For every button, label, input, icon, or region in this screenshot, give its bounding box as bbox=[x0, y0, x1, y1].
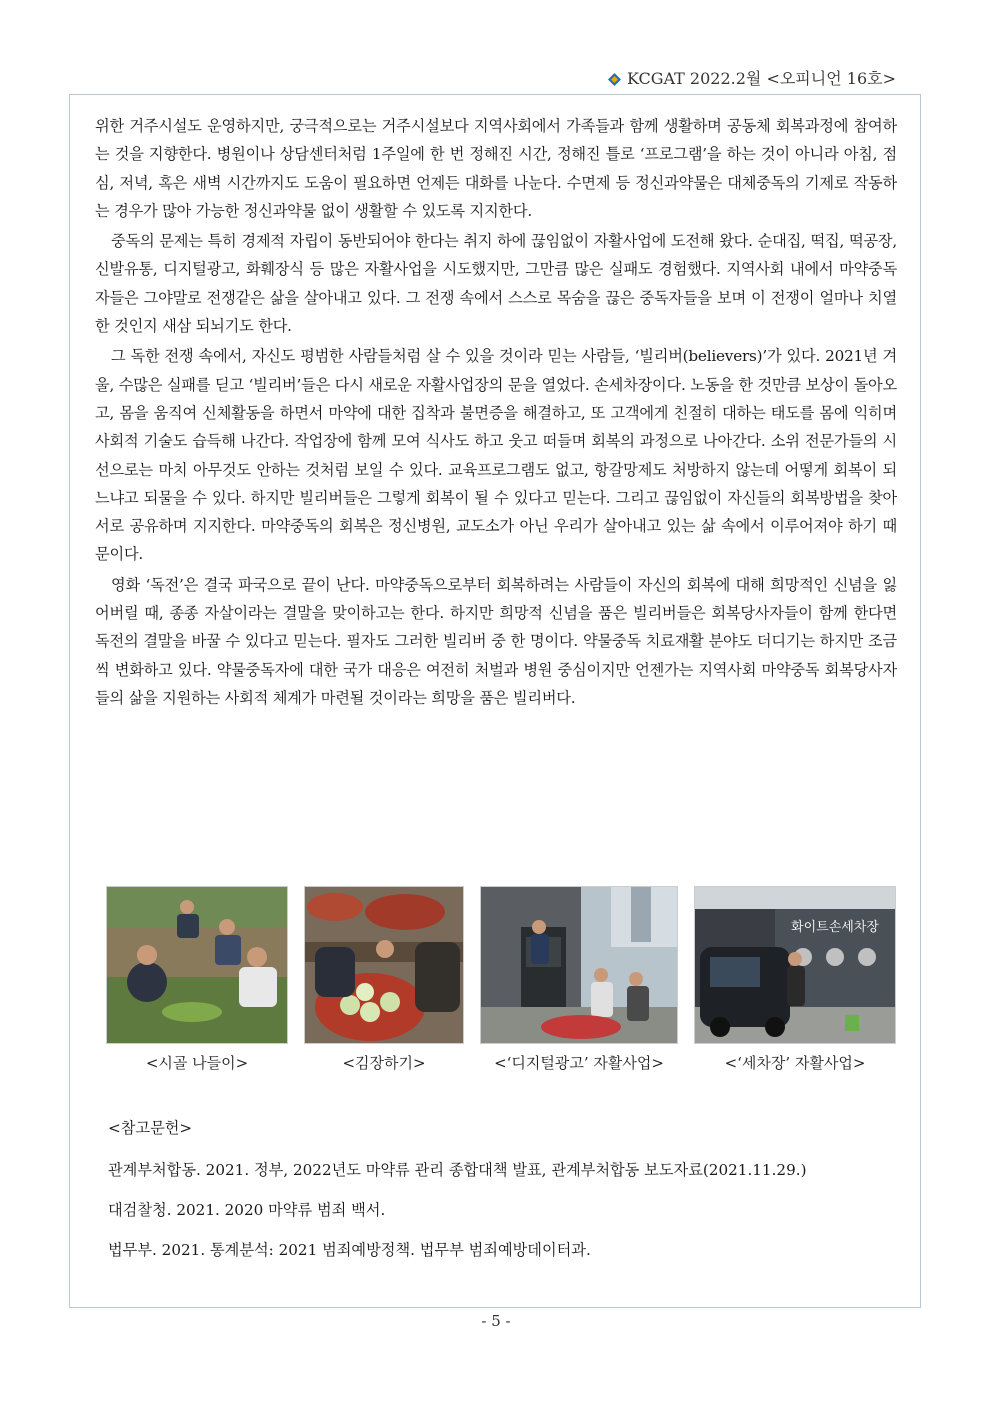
photo-card-countryside bbox=[106, 886, 288, 1073]
page-header bbox=[608, 66, 896, 89]
photo-caption: <‘세차장’ 자활사업> bbox=[724, 1054, 866, 1072]
photo-card-kimjang bbox=[304, 886, 464, 1073]
photo-caption: <‘디지털광고’ 자활사업> bbox=[494, 1054, 664, 1072]
paragraph-1: 위한 거주시설도 운영하지만, 궁극적으로는 거주시설보다 지역사회에서 가족들과 함께 생활하며 공동체 회복과정에 참여하는 것을 지향한다. 병원이나 상담센터처럼 1주일에 한 번 정해진 시간, 정해진 틀로 ‘프로그램’을 하는 것이 아니라 아침, 점심, 저녁, 혹은 새벽 시간까지도 도움이 필요하면 언제든 대화를 나눈다. 수면제 등 정신과약물은 대체중독의 기제로 작동하는 경우가 많아 가능한 정신과약물 없이 생활할 수 있도록 지지한다. bbox=[95, 117, 897, 220]
paragraph-4: 영화 ‘독전’은 결국 파국으로 끝이 난다. 마약중독으로부터 회복하려는 사람들이 자신의 회복에 대해 희망적인 신념을 잃어버릴 때, 종종 자살이라는 결말을 맞이하고는 한다. 하지만 희망적 신념을 품은 빌리버들은 회복당사자들이 함께 한다면 독전의 결말을 바꿀 수 있다고 믿는다. 필자도 그러한 빌리버 중 한 명이다. 약물중독 치료재활 분야도 더디기는 하지만 조금씩 변화하고 있다. 약물중독자에 대한 국가 대응은 여전히 처벌과 병원 중심이지만 언젠가는 지역사회 마약중독 회복당사자들의 삶을 지원하는 사회적 체계가 마련될 것이라는 희망을 품은 빌리버다. bbox=[95, 575, 897, 707]
photo-caption: <김장하기> bbox=[342, 1054, 426, 1072]
photo-digital-ad-business bbox=[480, 886, 678, 1044]
diamond-logo-icon bbox=[608, 71, 621, 84]
references-section bbox=[108, 1118, 898, 1280]
references-title: <참고문헌> bbox=[108, 1119, 193, 1137]
reference-item: 법무부. 2021. 통계분석: 2021 범죄예방정책. 법무부 범죄예방데이터과. bbox=[108, 1241, 591, 1259]
photo-card-carwash bbox=[694, 886, 896, 1073]
photo-caption: <시골 나들이> bbox=[145, 1054, 249, 1072]
photo-carwash-business bbox=[694, 886, 896, 1044]
reference-item: 대검찰청. 2021. 2020 마약류 범죄 백서. bbox=[108, 1201, 386, 1219]
paragraph-3: 그 독한 전쟁 속에서, 자신도 평범한 사람들처럼 살 수 있을 것이라 믿는 사람들, ‘빌리버(believers)’가 있다. 2021년 겨울, 수많은 실패를 딛고 ‘빌리버’들은 다시 새로운 자활사업장의 문을 열었다. 손세차장이다. 노동을 한 것만큼 보상이 돌아오고, 몸을 움직여 신체활동을 하면서 마약에 대한 집착과 불면증을 해결하고, 또 고객에게 친절히 대하는 태도를 몸에 익히며 사회적 기술도 습득해 나간다. 작업장에 함께 모여 식사도 하고 웃고 떠들며 회복의 과정으로 나아간다. 소위 전문가들의 시선으로는 마치 아무것도 안하는 것처럼 보일 수 있다. 교육프로그램도 없고, 항갈망제도 처방하지 않는데 어떻게 회복이 되느냐고 되물을 수 있다. 하지만 빌리버들은 그렇게 회복이 될 수 있다고 믿는다. 그리고 끊임없이 자신들의 회복방법을 찾아 서로 공유하며 지지한다. 마약중독의 회복은 정신병원, 교도소가 아닌 우리가 살아내고 있는 삶 속에서 이루어져야 하기 때문이다. bbox=[95, 347, 897, 564]
photo-kimjang bbox=[304, 886, 464, 1044]
header-text: KCGAT 2022.2월 <오피니언 16호> bbox=[626, 69, 896, 88]
article-body bbox=[95, 112, 897, 714]
reference-item: 관계부처합동. 2021. 정부, 2022년도 마약류 관리 종합대책 발표, 관계부처합동 보도자료(2021.11.29.) bbox=[108, 1161, 807, 1179]
paragraph-2: 중독의 문제는 특히 경제적 자립이 동반되어야 한다는 취지 하에 끊임없이 자활사업에 도전해 왔다. 순대집, 떡집, 떡공장, 신발유통, 디지털광고, 화훼장식 등 많은 자활사업을 시도했지만, 그만큼 많은 실패도 경험했다. 지역사회 내에서 마약중독자들은 그야말로 전쟁같은 삶을 살아내고 있다. 그 전쟁 속에서 스스로 목숨을 끊은 중독자들을 보며 이 전쟁이 얼마나 치열한 것인지 새삼 되뇌기도 한다. bbox=[95, 232, 897, 336]
photo-card-digital-ad bbox=[480, 886, 678, 1073]
photo-row bbox=[106, 886, 896, 1073]
photo-countryside-outing bbox=[106, 886, 288, 1044]
page-number: - 5 - bbox=[481, 1312, 511, 1330]
carwash-sign-text: 화이트손세차장 bbox=[791, 920, 879, 935]
